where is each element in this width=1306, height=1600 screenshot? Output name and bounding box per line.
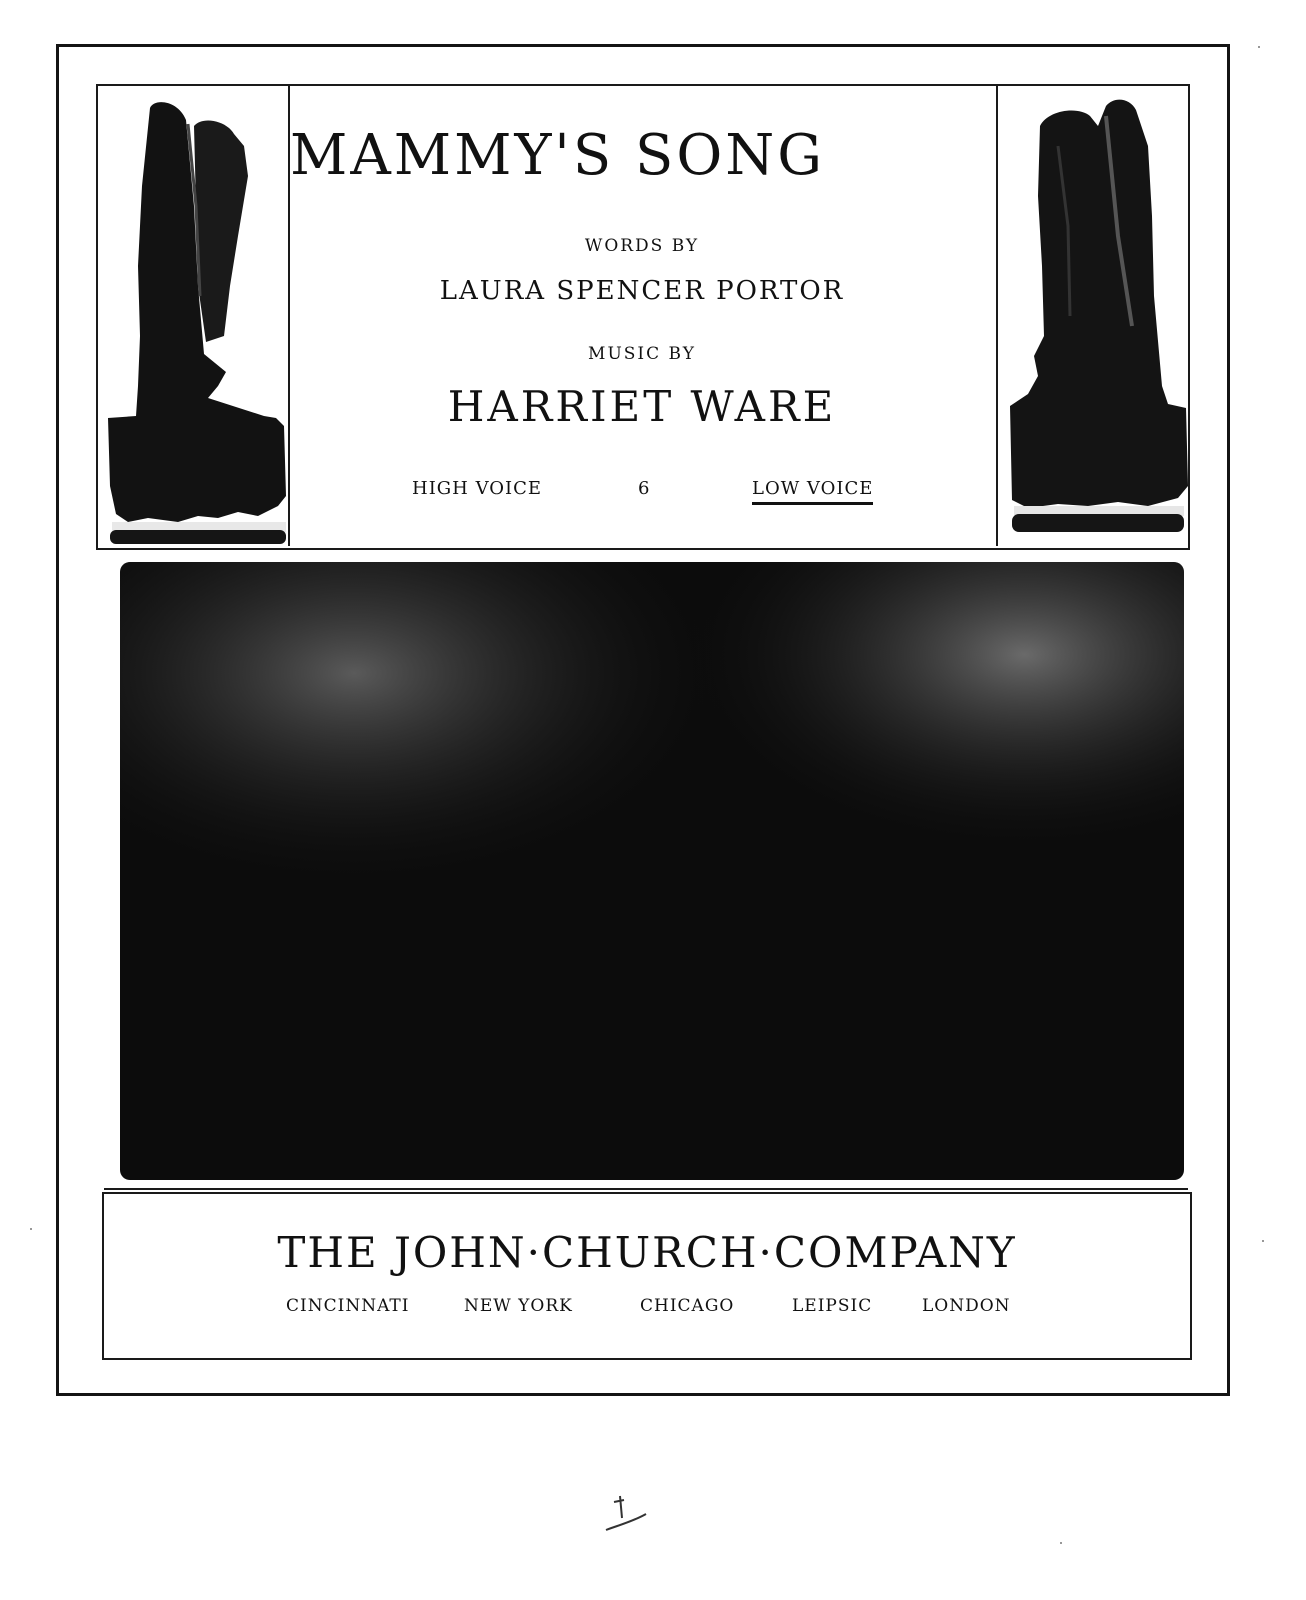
lyricist-name: LAURA SPENCER PORTOR <box>439 276 845 306</box>
low-voice-label: LOW VOICE <box>752 478 873 505</box>
city-cincinnati: CINCINNATI <box>286 1296 410 1316</box>
right-ornament-image <box>998 86 1188 546</box>
illustration-divider <box>104 1188 1188 1190</box>
city-leipsic: LEIPSIC <box>792 1296 873 1316</box>
composer-name: HARRIET WARE <box>447 382 837 431</box>
edition-number: 6 <box>638 478 651 499</box>
publisher-name: THE JOHN·CHURCH·COMPANY <box>277 1228 1017 1277</box>
city-new-york: NEW YORK <box>464 1296 573 1316</box>
high-voice-label: HIGH VOICE <box>412 478 543 499</box>
words-by-label: WORDS BY <box>584 236 700 256</box>
page-speck <box>1262 1240 1264 1242</box>
cover-illustration <box>116 558 1188 1184</box>
city-chicago: CHICAGO <box>640 1296 735 1316</box>
music-by-label: MUSIC BY <box>588 344 696 364</box>
page-speck <box>1060 1542 1062 1544</box>
page-speck <box>1258 46 1260 48</box>
page-speck <box>30 1228 32 1230</box>
left-ornament-panel <box>98 86 290 546</box>
header-divider <box>98 548 1188 550</box>
song-title: MAMMY'S SONG <box>290 123 825 188</box>
right-ornament-panel <box>996 86 1188 546</box>
left-ornament-image <box>98 86 288 546</box>
city-london: LONDON <box>922 1296 1011 1316</box>
pencil-mark-icon <box>598 1488 658 1538</box>
